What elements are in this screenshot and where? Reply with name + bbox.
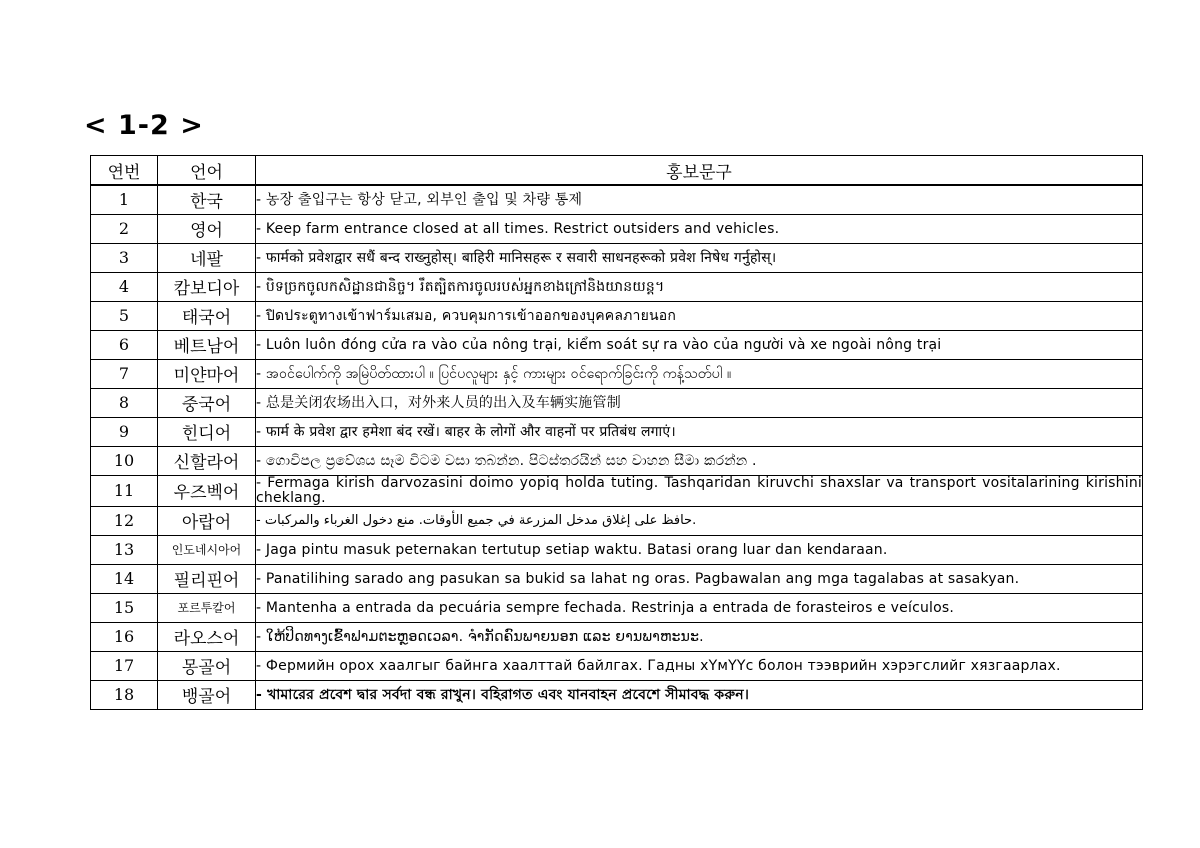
row-language: 뱅골어 [158,680,256,709]
row-language: 영어 [158,214,256,243]
row-phrase: - Jaga pintu masuk peternakan tertutup setiap waktu. Batasi orang luar dan kendaraan. [256,535,1143,564]
row-phrase: - ගොවිපල ප්‍රවේශය සෑම විටම වසා තබන්න. පිටස්තරයින් සහ වාහන සීමා කරන්න . [256,446,1143,475]
table-row [91,272,1143,301]
row-phrase: - Luôn luôn đóng cửa ra vào của nông trại, kiểm soát sự ra vào của người và xe ngoài nông trại [256,330,1143,359]
row-phrase: - 농장 출입구는 항상 닫고, 외부인 출입 및 차량 통제 [256,185,1143,214]
row-phrase: - फार्म के प्रवेश द्वार हमेशा बंद रखें। बाहर के लोगों और वाहनों पर प्रतिबंध लगाएं। [256,417,1143,446]
table-row [91,622,1143,651]
row-language: 미얀마어 [158,359,256,388]
row-number: 15 [91,593,158,622]
table-row [91,185,1143,214]
row-language: 신할라어 [158,446,256,475]
header-phrase: 홍보문구 [256,156,1143,186]
row-phrase: - Keep farm entrance closed at all times. Restrict outsiders and vehicles. [256,214,1143,243]
promo-phrase-table [90,155,1143,710]
row-language: 포르투칼어 [158,593,256,622]
table-row [91,475,1143,506]
row-language: 한국 [158,185,256,214]
row-number: 7 [91,359,158,388]
row-language: 몽골어 [158,651,256,680]
row-phrase: - फार्मको प्रवेशद्वार सधैं बन्द राख्नुहोस्। बाहिरी मानिसहरू र सवारी साधनहरूको प्रवेश निषेध गर्नुहोस्। [256,243,1143,272]
row-number: 3 [91,243,158,272]
row-language: 인도네시아어 [158,535,256,564]
row-number: 17 [91,651,158,680]
row-number: 18 [91,680,158,709]
row-language: 태국어 [158,301,256,330]
table-row [91,446,1143,475]
row-language: 힌디어 [158,417,256,446]
row-phrase: - បិទច្រកចូលកសិដ្ឋានជានិច្ច។ រឹតត្បិតការចូលរបស់អ្នកខាងក្រៅនិងយានយន្ត។ [256,272,1143,301]
row-number: 6 [91,330,158,359]
row-number: 11 [91,475,158,506]
row-phrase: - Fermaga kirish darvozasini doimo yopiq holda tuting. Tashqaridan kiruvchi shaxslar va transport vositalarining kirishini cheklang. [256,475,1142,506]
row-number: 4 [91,272,158,301]
row-number: 14 [91,564,158,593]
table-row [91,651,1143,680]
row-number: 9 [91,417,158,446]
row-number: 2 [91,214,158,243]
row-language: 필리핀어 [158,564,256,593]
row-phrase: - Mantenha a entrada da pecuária sempre fechada. Restrinja a entrada de forasteiros e veículos. [256,593,1143,622]
row-language: 라오스어 [158,622,256,651]
header-number: 연번 [91,156,158,186]
row-number: 8 [91,388,158,417]
row-phrase: - حافظ على إغلاق مدخل المزرعة في جميع الأوقات. منع دخول الغرباء والمركبات. [256,506,1143,535]
row-phrase: - খামারের প্রবেশ দ্বার সর্বদা বন্ধ রাখুন। বহিরাগত এবং যানবাহন প্রবেশে সীমাবদ্ধ করুন। [256,680,1143,709]
table-header-row [91,156,1143,186]
row-language: 우즈벡어 [158,475,256,506]
table-row [91,301,1143,330]
row-number: 10 [91,446,158,475]
row-language: 네팔 [158,243,256,272]
table-row [91,680,1143,709]
row-language: 베트남어 [158,330,256,359]
table-row [91,330,1143,359]
row-number: 1 [91,185,158,214]
page-heading: < 1-2 > [84,110,204,141]
row-phrase: - 总是关闭农场出入口，对外来人员的出入及车辆实施管制 [256,388,1143,417]
row-phrase: - Фермийн орох хаалгыг байнга хаалттай байлгах. Гадны хҮмҮҮс болон тээврийн хэрэгслийг хязгаарлах. [256,651,1143,680]
row-phrase: - ໃຫ້ປິດທາງເຂົ້າຟາມຕະຫຼອດເວລາ. ຈຳກັດຄົນພາຍນອກ ແລະ ຍານພາຫະນະ. [256,622,1143,651]
row-phrase: - Panatilihing sarado ang pasukan sa bukid sa lahat ng oras. Pagbawalan ang mga tagalabas at sasakyan. [256,564,1143,593]
row-phrase: - ปิดประตูทางเข้าฟาร์มเสมอ, ควบคุมการเข้าออกของบุคคลภายนอก [256,301,1143,330]
header-language: 언어 [158,156,256,186]
row-number: 12 [91,506,158,535]
table-row [91,564,1143,593]
table-row [91,214,1143,243]
table-row [91,417,1143,446]
table-row [91,388,1143,417]
table-row [91,535,1143,564]
table-row [91,593,1143,622]
row-number: 5 [91,301,158,330]
row-number: 16 [91,622,158,651]
row-phrase: - အဝင်ပေါက်ကို အမြဲပိတ်ထားပါ ။ ပြင်ပလူများ နှင့် ကားများ ဝင်ရောက်ခြင်းကို ကန့်သတ်ပါ ။ [256,359,1143,388]
table-row [91,243,1143,272]
table-row [91,359,1143,388]
row-language: 아랍어 [158,506,256,535]
table-row [91,506,1143,535]
row-language: 중국어 [158,388,256,417]
row-number: 13 [91,535,158,564]
row-language: 캄보디아 [158,272,256,301]
